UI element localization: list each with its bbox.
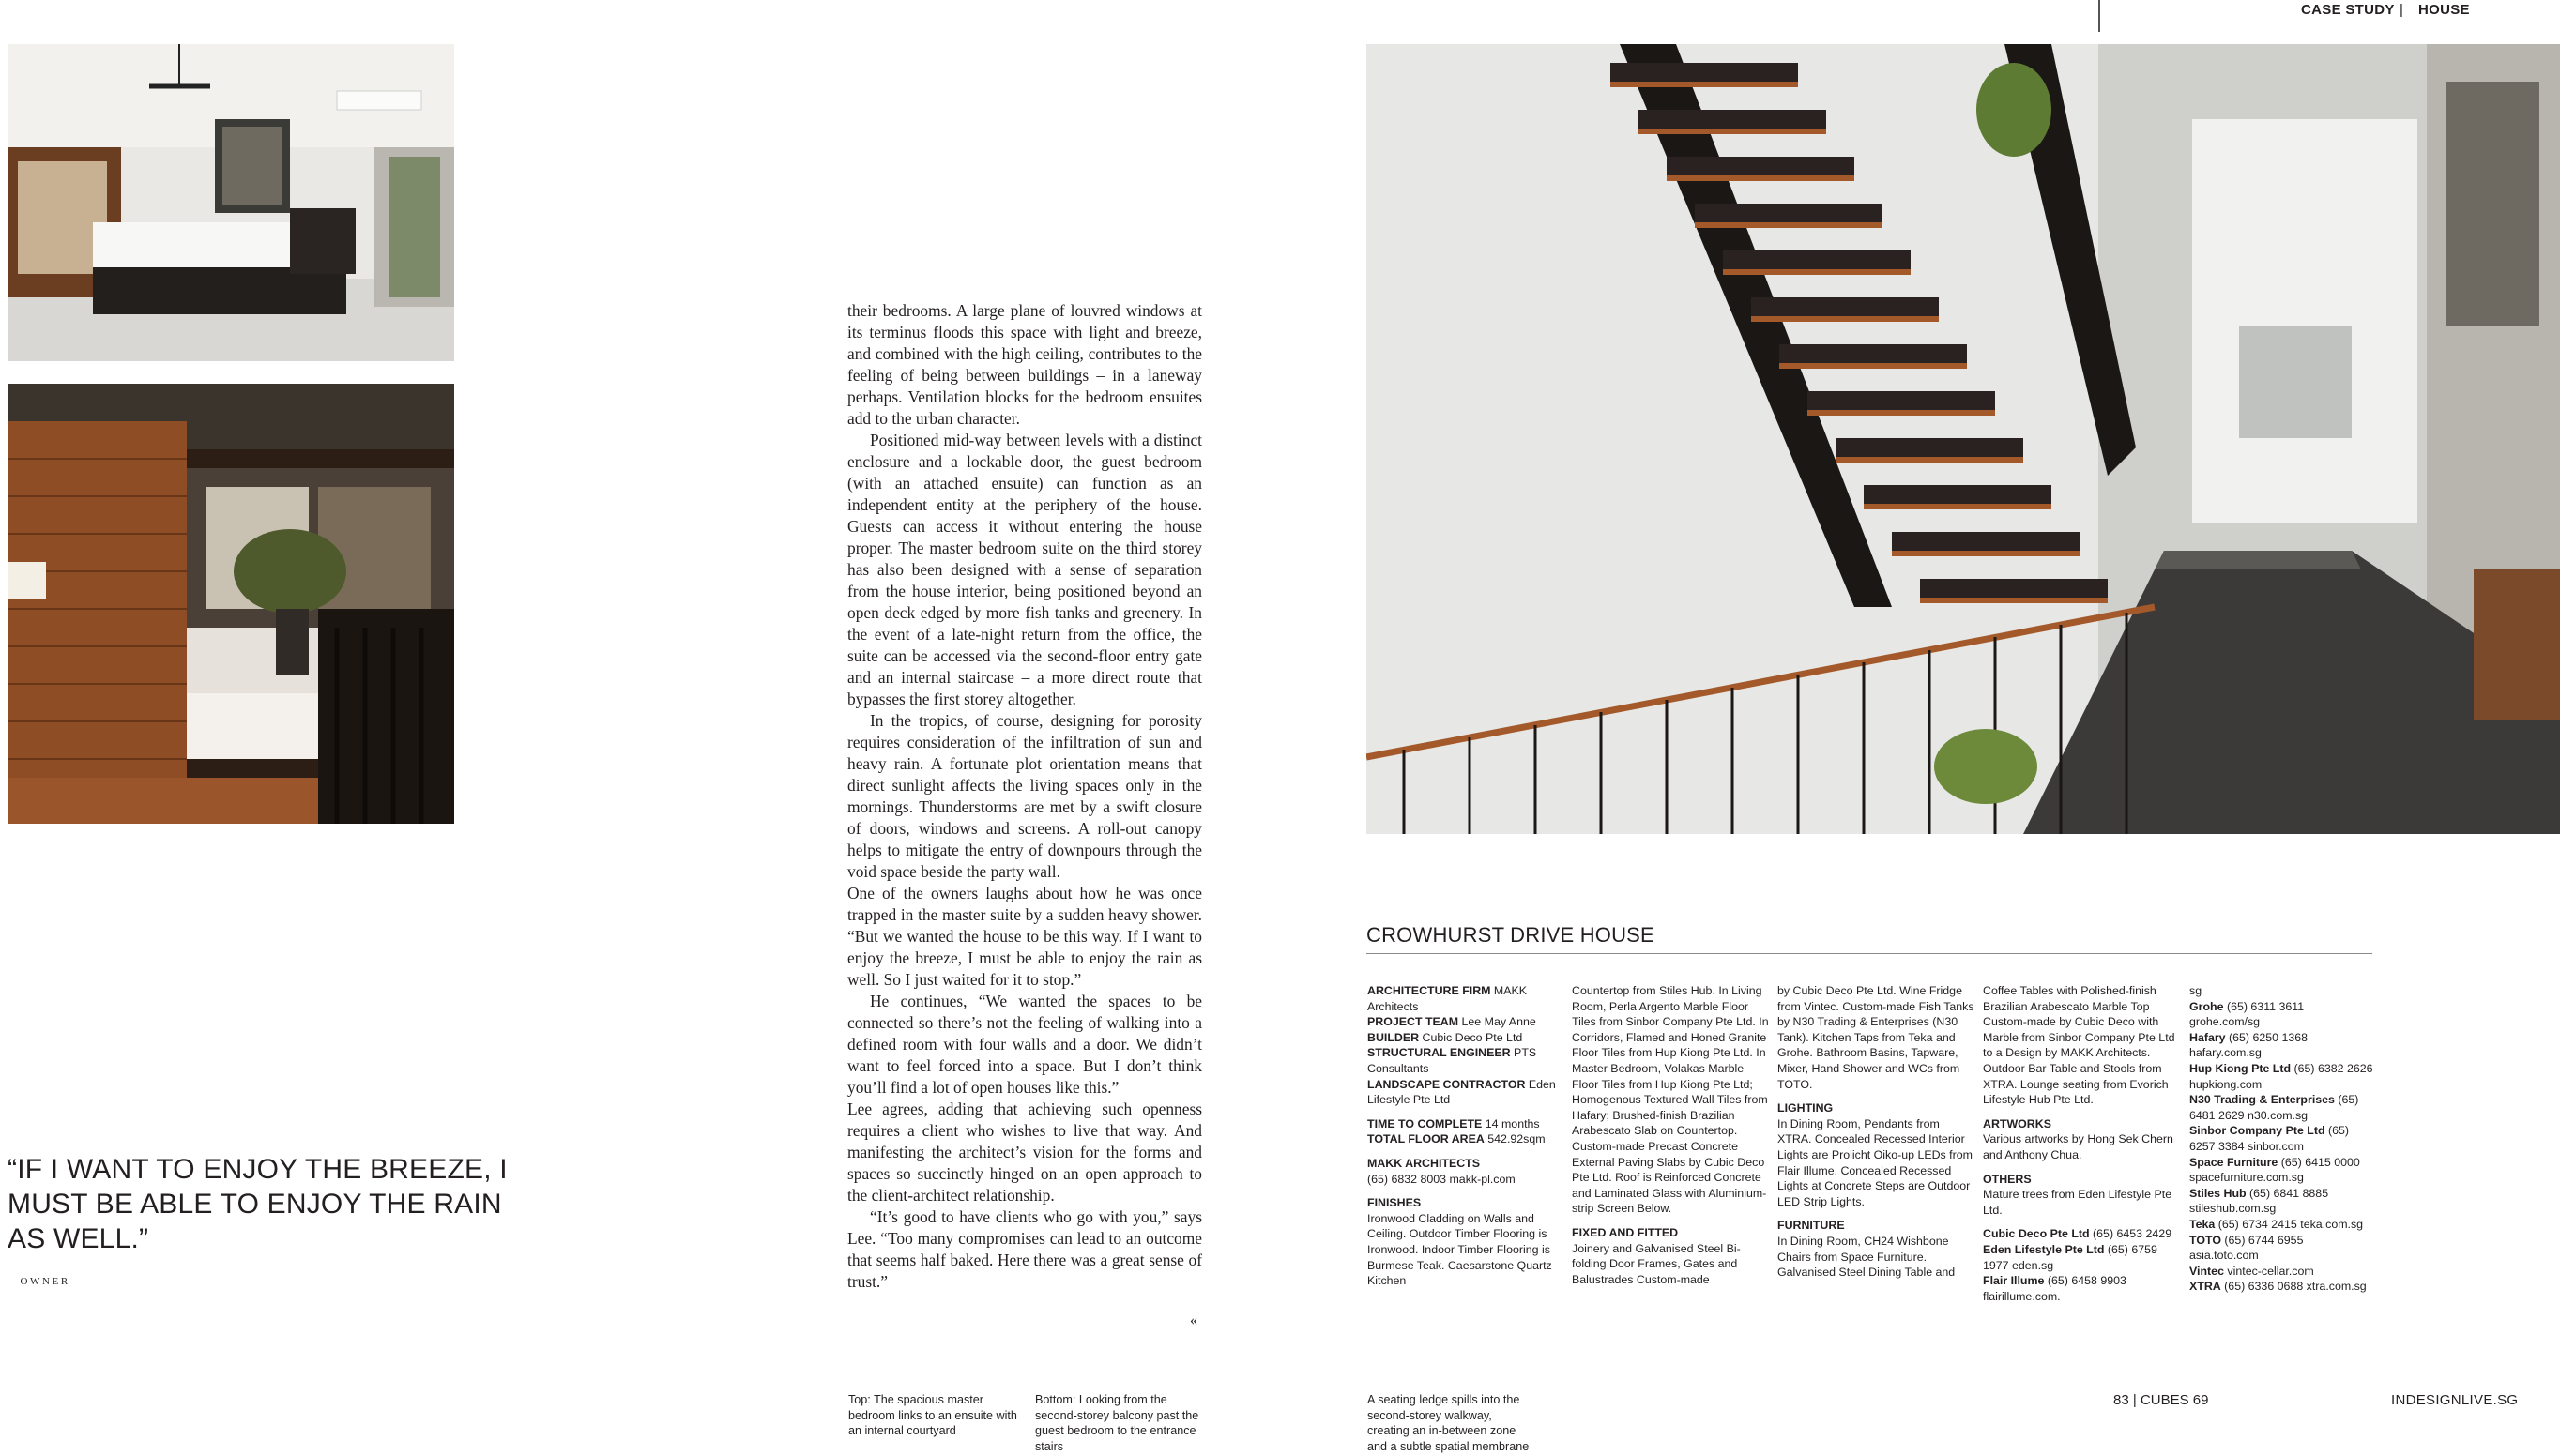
credits-heading: FINISHES [1367,1196,1422,1210]
credits-text: In Dining Room, Pendants from XTRA. Concealed Recessed Interior Lights are Prolicht Oiko-up LEDs from Flair Illume. Concealed Recessed Lights at Concrete Steps are Outdoor LED Strip Lights. [1777,1116,1973,1208]
credits-gap [1572,1217,1769,1225]
header-category: HOUSE [2418,2,2470,18]
credits-entry [2189,1186,2373,1217]
pull-quote-attribution: – OWNER [8,1276,70,1287]
credits-text: Countertop from Stiles Hub. In Living Room, Perla Argento Marble Floor Tiles from Sinbor Company Pte Ltd. In Corridors, Flamed and Honed Granite Floor Tiles from Hup Kiong Pte Ltd. In Master Bedroom, Volakas Marble Floor Tiles from Hup Kiong Pte Ltd; Homogenous Textured Wall Tiles from Hafary; Brushed-finish Brazilian Arabescato Slab on Countertop. Custom-made Precast Concrete External Paving Slabs by Cubic Deco Pte Ltd. Roof is Reinforced Concrete and Laminated Glass with Aluminium-strip Screen Below. [1572,984,1769,1216]
credits-text: (65) 6453 2429 [2089,1227,2172,1241]
credits-text: (65) 6257 3384 sinbor.com [2189,1124,2350,1153]
caption-bottom: Bottom: Looking from the second-storey balcony past the guest bedroom to the entrance stairs [1035,1393,1199,1453]
credits-heading: LANDSCAPE CONTRACTOR [1367,1077,1526,1091]
credits-entry [2189,1233,2373,1264]
credits-heading: Flair Illume [1983,1274,2045,1288]
credits-text: (65) 6481 2629 n30.com.sg [2189,1093,2359,1122]
credits-heading: FIXED AND FITTED [1572,1225,1679,1239]
credits-text: Mature trees from Eden Lifestyle Pte Ltd. [1983,1188,2172,1217]
credits-entry [1367,1156,1564,1172]
credits-text: (65) 6311 3611 grohe.com/sg [2189,999,2305,1029]
credits-entry [1367,1172,1564,1188]
credits-entry [1777,983,1974,1092]
credits-text: (65) 6744 6955 asia.toto.com [2189,1233,2304,1263]
credits-heading: Space Furniture [2189,1155,2278,1169]
credits-heading: TOTO [2189,1233,2221,1247]
photo-staircase-walkway [1366,44,2560,834]
credits-heading: STRUCTURAL ENGINEER [1367,1046,1511,1060]
body-paragraph: Lee agrees, adding that achieving such openness requires a client who wishes to live that way. And manifesting the architect’s vision for the forms and spaces so succinctly hinged on an open approach to the client-architect relationship. [847,1100,1202,1205]
credits-entry [1983,983,2180,1108]
credits-entry [1367,983,1564,1014]
credits-entry [1983,1242,2180,1273]
credits-heading: ARTWORKS [1983,1116,2051,1130]
credits-entry [2189,1092,2373,1123]
credits-entry [2189,1123,2373,1154]
credits-gap [1367,1147,1564,1156]
credits-gap [1983,1163,2180,1172]
credits-gap [1983,1108,2180,1116]
credits-gap [1983,1218,2180,1226]
credits-entry [1572,1241,1769,1288]
credits-text: vintec-cellar.com [2223,1264,2314,1278]
credits-heading: ARCHITECTURE FIRM [1367,984,1491,997]
credits-heading: LIGHTING [1777,1101,1834,1115]
credits-heading: FURNITURE [1777,1219,1845,1233]
credits-entry [2189,999,2373,1030]
credits-entry [1367,1116,1564,1132]
page-folio: 83 | CUBES 69 [2113,1392,2209,1408]
credits-title: CROWHURST DRIVE HOUSE [1366,923,1654,947]
credits-text: Eden Lifestyle Pte Ltd [1367,1077,1556,1107]
credits-text: (65) 6734 2415 teka.com.sg [2215,1217,2364,1231]
credits-entry [1367,1195,1564,1211]
credits-entry [1367,1014,1564,1030]
photo-master-bedroom [8,44,454,361]
credits-entry [2189,1279,2373,1295]
credits-entry [1367,1211,1564,1289]
credits-heading: TIME TO COMPLETE [1367,1116,1483,1130]
photo-balcony-guest-bedroom [8,384,454,824]
credits-text: Ironwood Cladding on Walls and Ceiling. Outdoor Timber Flooring is Ironwood. Indoor Timber Flooring is Burmese Teak. Caesarstone Quartz Kitchen [1367,1211,1552,1288]
credits-entry [2189,1264,2373,1280]
credits-column-4 [1983,983,2180,1304]
article-body [847,300,1202,1293]
credits-text: 542.92sqm [1484,1132,1546,1146]
credits-text: Coffee Tables with Polished-finish Brazilian Arabescato Marble Top Custom-made by Cubic Deco with Marble from Sinbor Company Pte Ltd to a Design by MAKK Architects. Outdoor Bar Table and Stools from XTRA. Lounge seating from Evorich Lifestyle Hub Pte Ltd. [1983,984,2175,1107]
credits-text: Cubic Deco Pte Ltd [1419,1030,1523,1044]
credits-entry [2189,1061,2373,1092]
credits-text: (65) 6841 8885 stileshub.com.sg [2189,1186,2329,1216]
credits-heading: Cubic Deco Pte Ltd [1983,1227,2090,1241]
credits-entry [1367,1131,1564,1147]
credits-heading: Vintec [2189,1264,2224,1278]
credits-entry [1367,1030,1564,1046]
body-paragraph: their bedrooms. A large plane of louvred windows at its terminus floods this space with light and breeze, and combined with the high ceiling, contributes to the feeling of being between buildings – in a laneway perhaps. Ventilation blocks for the bedroom ensuites add to the urban character. [847,301,1202,428]
credits-column-3 [1777,983,1974,1281]
credits-column-5 [2189,983,2373,1295]
credits-entry [1983,1116,2180,1132]
credits-heading: OTHERS [1983,1172,2032,1186]
credits-gap [1777,1209,1974,1218]
credits-gap [1367,1187,1564,1195]
credits-entry [2189,1030,2373,1061]
body-paragraph: In the tropics, of course, designing for porosity requires consideration of the infiltration of sun and heavy rain. A fortunate plot orientation means that direct sunlight affects the living spaces only in the mornings. Thunderstorms are met by a swift closure of doors, windows and screens. A roll-out canopy helps to mitigate the entry of downpours through the void space beside the party wall. [847,711,1202,881]
credits-heading: Teka [2189,1217,2216,1231]
credits-column-1 [1367,983,1564,1289]
page-header [2098,0,2492,23]
credits-entry [2189,983,2373,999]
credits-text: In Dining Room, CH24 Wishbone Chairs from Space Furniture. Galvanised Steel Dining Table and [1777,1234,1956,1280]
credits-column-2 [1572,983,1769,1287]
credits-entry [2189,1155,2373,1186]
credits-text: (65) 6336 0688 xtra.com.sg [2220,1280,2367,1294]
credits-heading: MAKK ARCHITECTS [1367,1156,1480,1170]
pull-quote: “IF I WANT TO ENJOY THE BREEZE, I MUST BE ABLE TO ENJOY THE RAIN AS WELL.” [8,1154,508,1254]
credits-text: Joinery and Galvanised Steel Bi-folding Door Frames, Gates and Balustrades Custom-made [1572,1241,1741,1286]
credits-text: (65) 6759 1977 eden.sg [1983,1242,2157,1272]
caption-top: Top: The spacious master bedroom links to an ensuite with an internal courtyard [848,1393,1017,1437]
credits-heading: TOTAL FLOOR AREA [1367,1132,1485,1146]
header-section: CASE STUDY [2301,2,2395,18]
credits-text: (65) 6415 0000 spacefurniture.com.sg [2189,1155,2360,1185]
website-url: INDESIGNLIVE.SG [2391,1392,2519,1408]
credits-entry [1777,1116,1974,1210]
credits-text: PTS Consultants [1367,1046,1537,1075]
credits-entry [1777,1234,1974,1281]
credits-entry [1572,1225,1769,1241]
credits-text: 14 months [1482,1116,1540,1130]
credits-text: (65) 6382 2626 hupkiong.com [2189,1061,2373,1091]
credits-entry [1983,1187,2180,1218]
credits-heading: Hafary [2189,1030,2226,1044]
credits-heading: Grohe [2189,999,2224,1013]
credits-entry [1777,1218,1974,1234]
body-paragraph: He continues, “We wanted the spaces to be connected so there’s not the feeling of walking into a defined room with four walls and a door. We didn’t want to feel forced into a space. But I don’t think you’ll find a lot of open houses like this.” [847,992,1202,1097]
credits-heading: PROJECT TEAM [1367,1015,1459,1029]
credits-gap [1367,1108,1564,1116]
credits-entry [1367,1045,1564,1076]
credits-entry [2189,1217,2373,1233]
body-paragraph: Positioned mid-way between levels with a distinct enclosure and a lockable door, the guest bedroom (with an attached ensuite) can function as an independent entity at the periphery of the house. Guests can access it without entering the house proper. The master bedroom suite on the third storey has also been designed with a sense of separation from the house interior, being positioned beyond an open deck edged by more fish tanks and greenery. In the event of a late-night return from the office, the suite can be accessed via the second-floor entry gate and an internal staircase – a more direct route that bypasses the first storey altogether. [847,431,1202,708]
credits-text: (65) 6832 8003 makk-pl.com [1367,1172,1516,1186]
credits-entry [1367,1077,1564,1108]
credits-heading: Sinbor Company Pte Ltd [2189,1124,2325,1138]
credits-entry [1572,983,1769,1217]
credits-heading: Eden Lifestyle Pte Ltd [1983,1242,2105,1256]
credits-entry [1777,1100,1974,1116]
credits-entry [1983,1226,2180,1242]
header-rule [2098,0,2100,32]
credits-heading: N30 Trading & Enterprises [2189,1093,2335,1107]
end-of-article-mark: « [1190,1312,1197,1328]
credits-heading: BUILDER [1367,1030,1420,1044]
credits-text: by Cubic Deco Pte Ltd. Wine Fridge from Vintec. Custom-made Fish Tanks by N30 Trading & Enterprises (N30 Tank). Kitchen Taps from Teka and Grohe. Bathroom Basins, Tapware, Mixer, Hand Shower and WCs from TOTO. [1777,984,1974,1091]
credits-rule [1366,953,2372,954]
header-separator: | [2400,2,2404,18]
credits-entry [1983,1273,2180,1304]
credits-text: sg [2189,984,2202,997]
credits-entry [1983,1131,2180,1162]
caption-right: A seating ledge spills into the second-storey walkway, creating an in-between zone and a subtle spatial membrane [1367,1393,1530,1453]
credits-gap [1777,1092,1974,1100]
credits-heading: XTRA [2189,1280,2221,1294]
credits-text: Various artworks by Hong Sek Chern and Anthony Chua. [1983,1132,2173,1161]
credits-heading: Hup Kiong Pte Ltd [2189,1061,2292,1075]
credits-heading: Stiles Hub [2189,1186,2247,1200]
credits-text: Lee May Anne [1458,1015,1536,1029]
credits-entry [1983,1172,2180,1188]
credits-text: (65) 6250 1368 hafary.com.sg [2189,1030,2309,1060]
credits-text: (65) 6458 9903 flairillume.com. [1983,1274,2126,1303]
credits-text: MAKK Architects [1367,984,1528,1013]
body-paragraph: “It’s good to have clients who go with you,” says Lee. “Too many compromises can lead to an outcome that seems half baked. Here there was a great sense of trust.” [847,1207,1202,1291]
body-paragraph: One of the owners laughs about how he was once trapped in the master suite by a sudden heavy shower. “But we wanted the house to be this way. If I want to enjoy the breeze, I must be able to enjoy the rain as well. So I just waited for it to stop.” [847,884,1202,989]
